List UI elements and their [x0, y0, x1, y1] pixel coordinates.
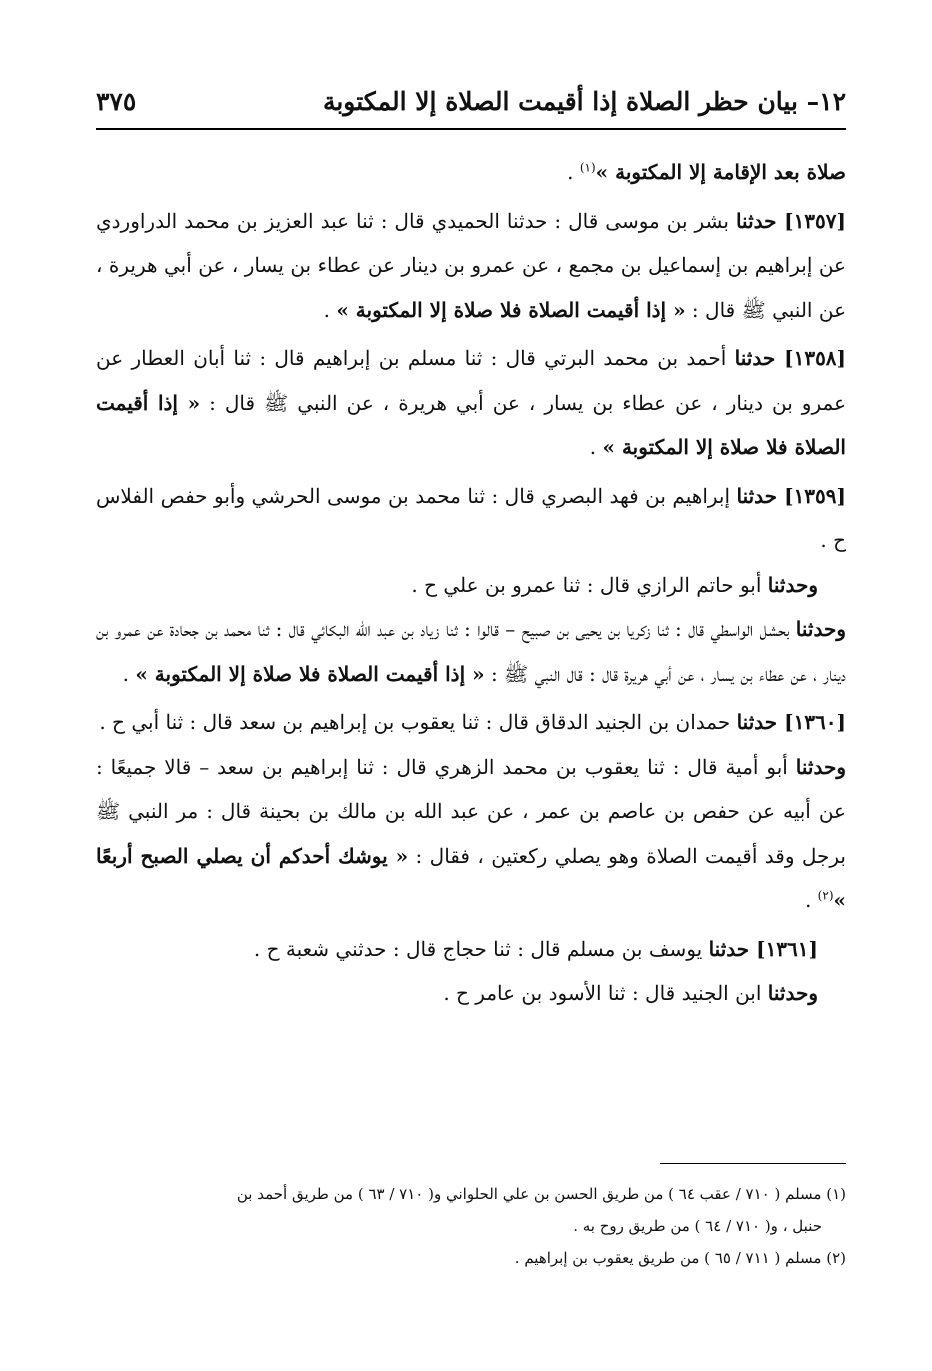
paragraph-chain-abu-hatim: وحدثنا أبو حاتم الرازي قال : ثنا عمرو بن علي ح .: [411, 572, 818, 597]
paragraph-hadith-1357: [١٣٥٧] حدثنا بشر بن موسى قال : حدثنا الحميدي قال : ثنا عبد العزيز بن محمد الدراوردي عن إبراهيم بن إسماعيل بن مجمع ، عن عمرو بن دينار عن عطاء بن يسار ، عن أبي هريرة ، عن النبي ﷺ قال : « إذا أقيمت الصلاة فلا صلاة إلا المكتوبة » .: [96, 208, 846, 322]
running-header: [96, 76, 846, 116]
chapter-title: ١٢– بيان حظر الصلاة إذا أقيمت الصلاة إلا المكتوبة: [322, 87, 846, 116]
footnote-2: (٢) مسلم ( ٧١١ / ٦٥ ) من طريق يعقوب بن إبراهيم .: [514, 1249, 846, 1267]
footnote-1-continued: حنبل ، و( ٧١٠ / ٦٤ ) من طريق روح به .: [573, 1217, 822, 1235]
hadith-number: [١٣٥٨] حدثنا: [734, 346, 847, 370]
hadith-number: [١٣٥٩] حدثنا: [736, 483, 846, 508]
paragraph-hadith-1358: [١٣٥٨] حدثنا أحمد بن محمد البرتي قال : ثنا مسلم بن إبراهيم قال : ثنا أبان العطار عن عمرو بن دينار ، عن عطاء بن يسار ، عن أبي هريرة ، عن النبي ﷺ قال : « إذا أقيمت الصلاة فلا صلاة إلا المكتوبة » .: [96, 346, 847, 459]
paragraph-chain-bahshal: وحدثنا بحشل الواسطي قال : ثنا زكريا بن يحيى بن صبيح – قالوا : ثنا زياد بن عبد الله البكائي قال : ثنا محمد بن جحادة عن عمرو بن دينار ، عن عطاء بن يسار ، عن أبي هريرة قال : قال النبي ﷺ : « إذا أقيمت الصلاة فلا صلاة إلا المكتوبة » .: [96, 617, 846, 686]
hadith-quote: « إذا أقيمت الصلاة فلا صلاة إلا المكتوبة »: [135, 661, 485, 686]
paragraph-hadith-1359: [١٣٥٩] حدثنا إبراهيم بن فهد البصري قال : ثنا محمد بن موسى الحرشي وأبو حفص الفلاس ح .: [96, 483, 846, 552]
hadith-quote: « يوشك أحدكم أن يصلي الصبح أربعًا »: [96, 843, 846, 912]
hadith-number: [١٣٥٧] حدثنا: [735, 208, 846, 233]
hadith-number: [١٣٦١] حدثنا: [708, 936, 818, 961]
paragraph-chapter-heading-end: صلاة بعد الإقامة إلا المكتوبة »$^{(١)}$ .: [567, 160, 846, 184]
hadith-number: [١٣٦٠] حدثنا: [736, 710, 846, 734]
footnote-1: (١) مسلم ( ٧١٠ / عقب ٦٤ ) من طريق الحسن بن علي الحلواني و( ٧١٠ / ٦٣ ) من طريق أحمد بن: [236, 1185, 846, 1203]
main-text: [96, 150, 846, 1141]
paragraph-hadith-1361: [١٣٦١] حدثنا يوسف بن مسلم قال : ثنا حجاج قال : حدثني شعبة ح .: [253, 936, 818, 961]
page-number: ٣٧٥: [96, 87, 137, 116]
paragraph-chain-ibn-al-junayd: وحدثنا ابن الجنيد قال : ثنا الأسود بن عامر ح .: [443, 981, 818, 1005]
paragraph-hadith-1360: [١٣٦٠] حدثنا حمدان بن الجنيد الدقاق قال : ثنا يعقوب بن إبراهيم بن سعد قال : ثنا أبي ح .: [99, 710, 846, 734]
hadith-quote: « إذا أقيمت الصلاة فلا صلاة إلا المكتوبة »: [336, 297, 686, 322]
footnote-divider: [660, 1163, 846, 1164]
footnotes: [96, 1178, 846, 1274]
hadith-quote: « إذا أقيمت الصلاة فلا صلاة إلا المكتوبة »: [96, 390, 846, 459]
header-divider: [96, 128, 846, 130]
paragraph-chain-abu-umayya: وحدثنا أبو أمية قال : ثنا يعقوب بن محمد الزهري قال : ثنا إبراهيم بن سعد – قالا جميعًا : عن أبيه عن حفص بن عاصم بن عمر ، عن عبد الله بن مالك بن بحينة قال : مر النبي ﷺ برجل وقد أقيمت الصلاة وهو يصلي ركعتين ، فقال : « يوشك أحدكم أن يصلي الصبح أربعًا »$^{(٢)}$ .: [96, 754, 846, 912]
